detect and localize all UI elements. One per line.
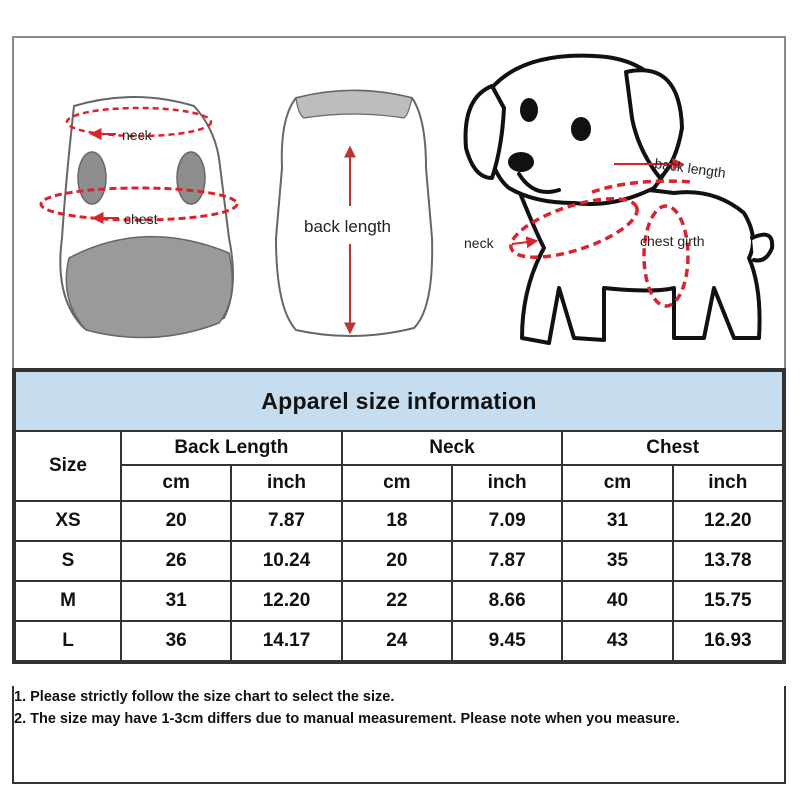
note-item: 1. Please strictly follow the size chart to select the size. bbox=[14, 689, 395, 705]
value-cell: 31 bbox=[562, 501, 672, 541]
value-cell: 26 bbox=[121, 541, 231, 581]
measurement-illustration bbox=[12, 36, 786, 368]
value-cell: 20 bbox=[342, 541, 452, 581]
left-armhole bbox=[78, 152, 106, 204]
size-cell: S bbox=[15, 541, 121, 581]
table-row bbox=[15, 541, 783, 581]
back-length-header: Back Length bbox=[121, 431, 342, 465]
garment-front-shading bbox=[66, 237, 232, 338]
size-column-header: Size bbox=[15, 431, 121, 501]
neck-header: Neck bbox=[342, 431, 563, 465]
dog-chest-girth-label: chest girth bbox=[640, 233, 705, 249]
value-cell: 35 bbox=[562, 541, 672, 581]
front-neck-label: neck bbox=[122, 127, 152, 143]
dog-illustration bbox=[466, 56, 773, 343]
value-cell: 40 bbox=[562, 581, 672, 621]
value-cell: 15.75 bbox=[673, 581, 783, 621]
value-cell: 7.87 bbox=[452, 541, 562, 581]
unit-header: inch bbox=[231, 465, 341, 501]
value-cell: 31 bbox=[121, 581, 231, 621]
back-length-label: back length bbox=[304, 217, 391, 236]
value-cell: 9.45 bbox=[452, 621, 562, 661]
table-row bbox=[15, 621, 783, 661]
size-table bbox=[14, 370, 784, 662]
size-cell: M bbox=[15, 581, 121, 621]
value-cell: 14.17 bbox=[231, 621, 341, 661]
table-title: Apparel size information bbox=[15, 371, 783, 431]
dog-left-eye bbox=[520, 98, 538, 122]
value-cell: 16.93 bbox=[673, 621, 783, 661]
value-cell: 12.20 bbox=[231, 581, 341, 621]
value-cell: 22 bbox=[342, 581, 452, 621]
value-cell: 12.20 bbox=[673, 501, 783, 541]
table-row bbox=[15, 501, 783, 541]
value-cell: 36 bbox=[121, 621, 231, 661]
table-row bbox=[15, 581, 783, 621]
dog-nose bbox=[508, 152, 534, 172]
unit-header: cm bbox=[121, 465, 231, 501]
unit-header: inch bbox=[673, 465, 783, 501]
dog-neck-label: neck bbox=[464, 235, 494, 251]
value-cell: 43 bbox=[562, 621, 672, 661]
note-item: 2. The size may have 1-3cm differs due to manual measurement. Please note when you measure. bbox=[14, 711, 680, 727]
illustration-canvas bbox=[14, 38, 784, 368]
unit-header: cm bbox=[562, 465, 672, 501]
chest-header: Chest bbox=[562, 431, 783, 465]
value-cell: 7.87 bbox=[231, 501, 341, 541]
unit-header: cm bbox=[342, 465, 452, 501]
size-cell: XS bbox=[15, 501, 121, 541]
value-cell: 8.66 bbox=[452, 581, 562, 621]
size-cell: L bbox=[15, 621, 121, 661]
dog-back-length-label: back length bbox=[653, 155, 727, 181]
garment-back bbox=[276, 91, 432, 337]
value-cell: 7.09 bbox=[452, 501, 562, 541]
value-cell: 20 bbox=[121, 501, 231, 541]
dog-right-eye bbox=[571, 117, 591, 141]
size-chart bbox=[12, 368, 786, 664]
value-cell: 13.78 bbox=[673, 541, 783, 581]
unit-header: inch bbox=[452, 465, 562, 501]
front-chest-label: chest bbox=[124, 211, 158, 227]
value-cell: 10.24 bbox=[231, 541, 341, 581]
dog-tail bbox=[752, 235, 772, 261]
right-armhole bbox=[177, 152, 205, 204]
size-notes bbox=[14, 686, 784, 730]
back-collar bbox=[296, 91, 412, 119]
value-cell: 18 bbox=[342, 501, 452, 541]
value-cell: 24 bbox=[342, 621, 452, 661]
garment-front bbox=[41, 97, 237, 338]
